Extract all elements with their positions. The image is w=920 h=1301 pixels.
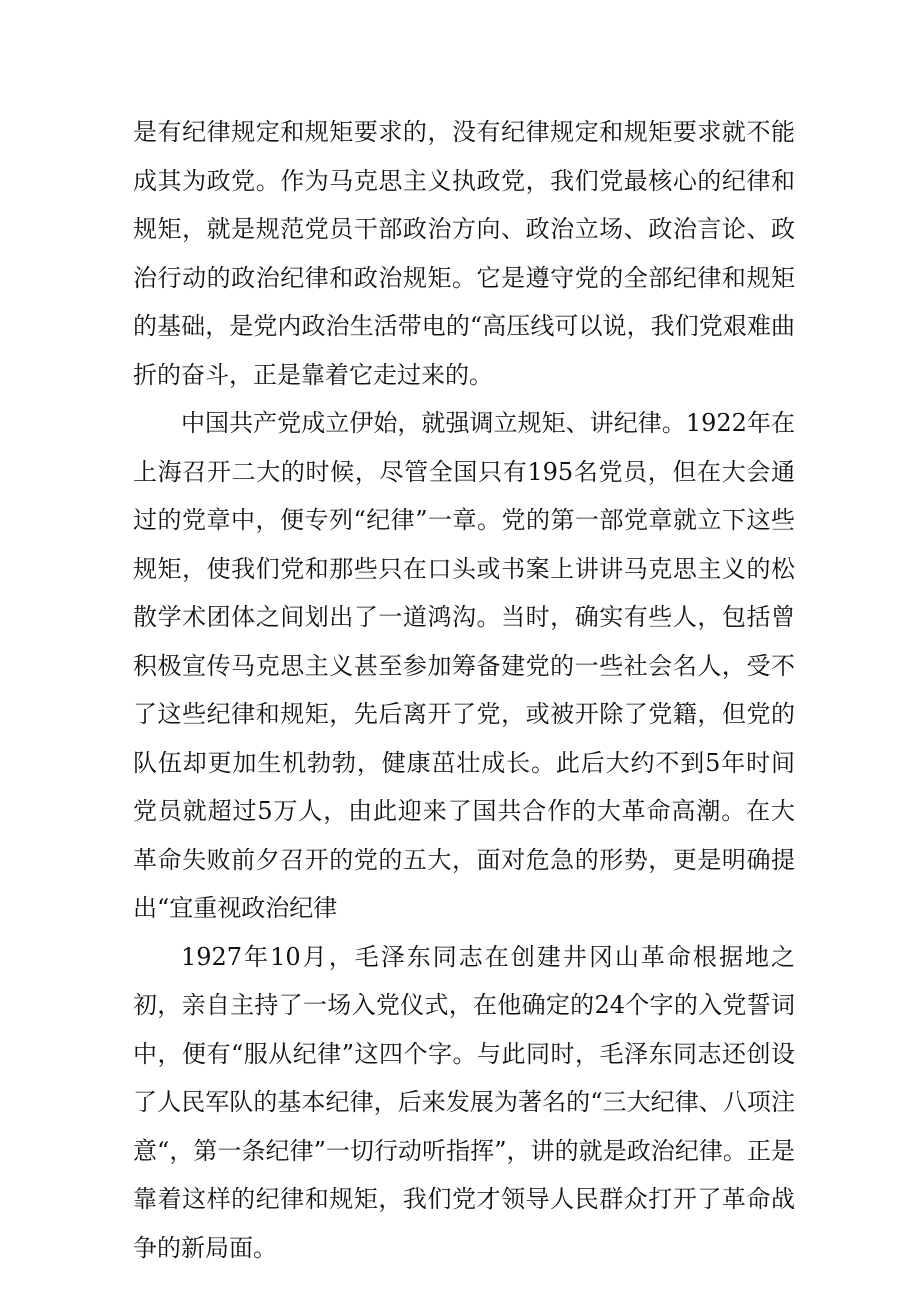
paragraph-1: 是有纪律规定和规矩要求的，没有纪律规定和规矩要求就不能成其为政党。作为马克思主义执政党，我们党最核心的纪律和规矩，就是规范党员干部政治方向、政治立场、政治言论、政治行动的政治纪律和政治规矩。它是遵守党的全部纪律和规矩的基础，是党内政治生活带电的“高压线可以说，我们党艰难曲折的奋斗，正是靠着它走过来的。: [133, 118, 795, 389]
document-body: [133, 108, 795, 1272]
paragraph-3: 1927年10月，毛泽东同志在创建井冈山革命根据地之初，亲自主持了一场入党仪式，在他确定的24个字的入党誓词中，便有“服从纪律”这四个字。与此同时，毛泽东同志还创设了人民军队的基本纪律，后来发展为著名的“三大纪律、八项注意“，第一条纪律”一切行动听指挥”，讲的就是政治纪律。正是靠着这样的纪律和规矩，我们党才领导人民群众打开了革命战争的新局面。: [133, 942, 795, 1262]
paragraph-2: 中国共产党成立伊始，就强调立规矩、讲纪律。1922年在上海召开二大的时候，尽管全国只有195名党员，但在大会通过的党章中，便专列“纪律”一章。党的第一部党章就立下这些规矩，使我们党和那些只在口头或书案上讲讲马克思主义的松散学术团体之间划出了一道鸿沟。当时，确实有些人，包括曾积极宣传马克思主义甚至参加筹备建党的一些社会名人，受不了这些纪律和规矩，先后离开了党，或被开除了党籍，但党的队伍却更加生机勃勃，健康茁壮成长。此后大约不到5年时间党员就超过5万人，由此迎来了国共合作的大革命高潮。在大革命失败前夕召开的党的五大，面对危急的形势，更是明确提出“宜重视政治纪律: [133, 409, 795, 922]
